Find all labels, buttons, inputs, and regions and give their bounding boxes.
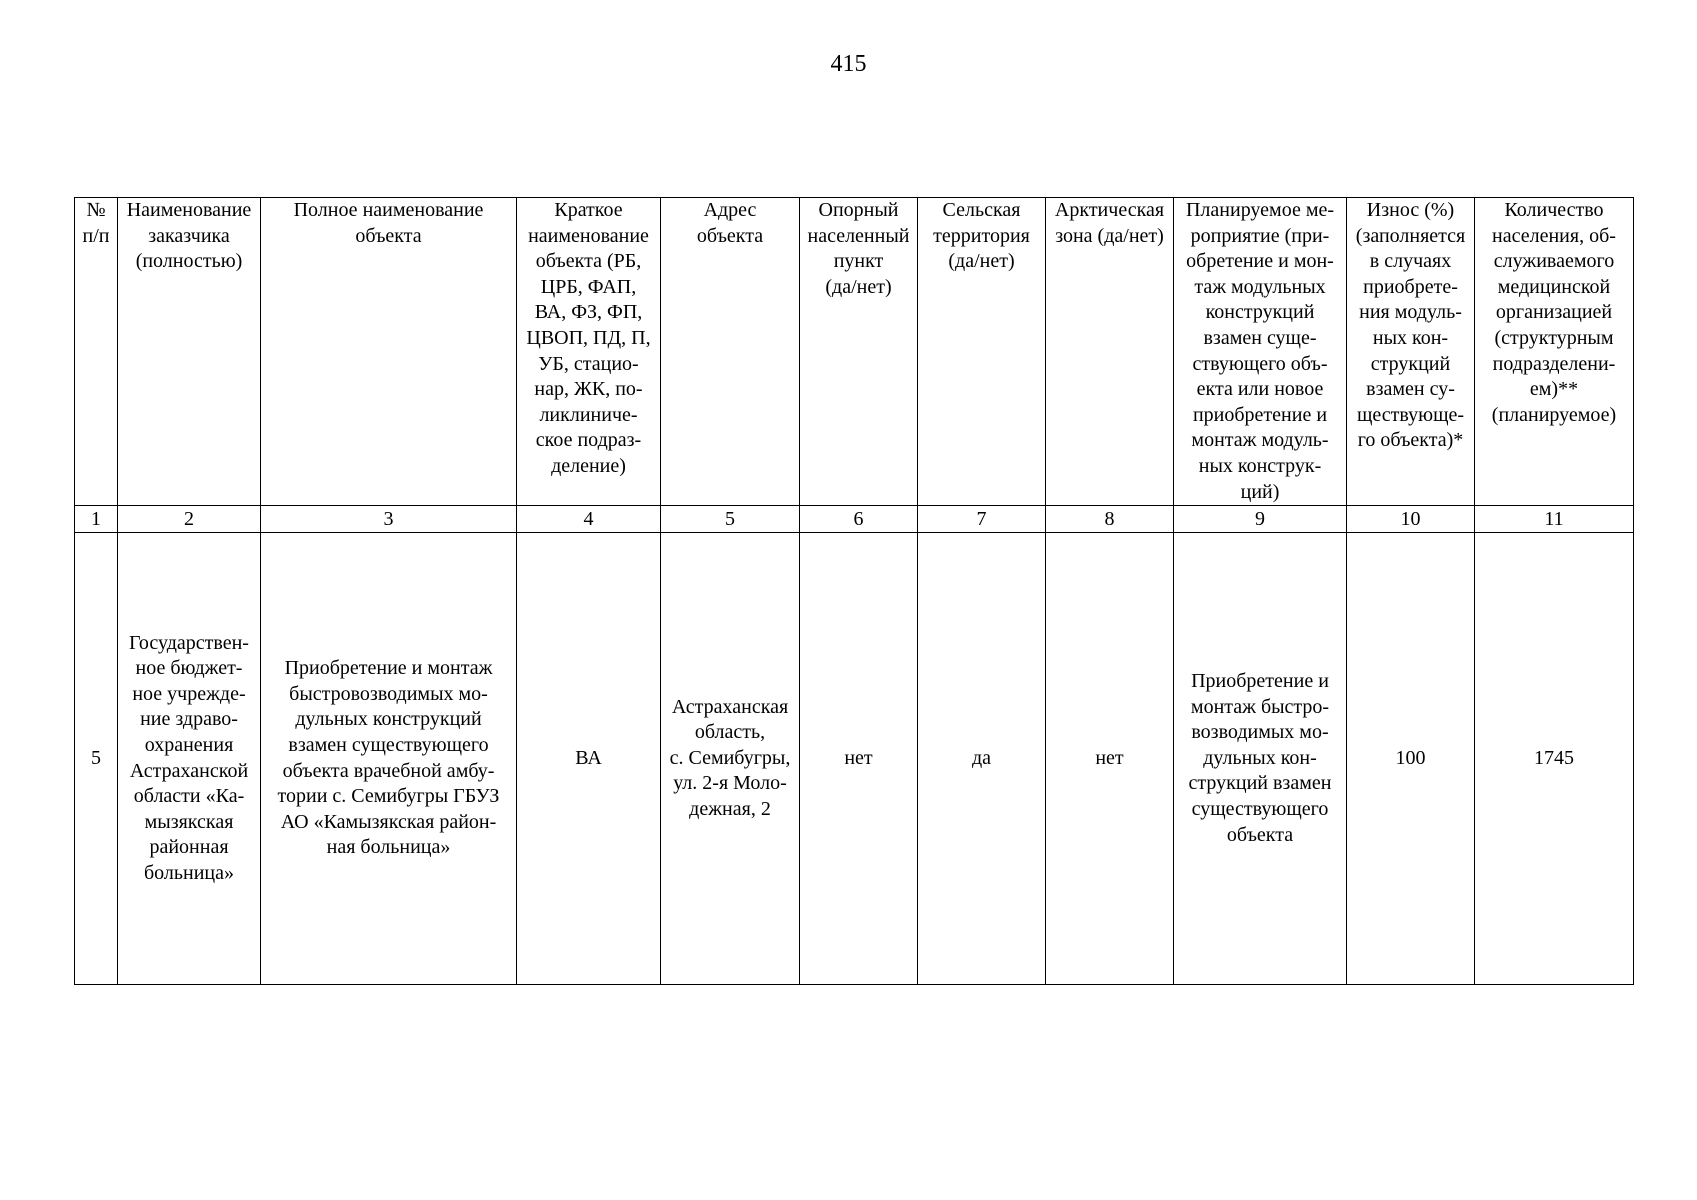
header-cell-planned-measure: Планируемое ме- роприятие (при- обретение и мон- таж модульных конструкций взамен суще- ствующего объ- екта или новое приобретение и монтаж модуль- ных конструк- ций) <box>1174 198 1347 506</box>
column-number-cell: 6 <box>800 506 918 533</box>
header-cell-rural-territory: Сельская территория (да/нет) <box>918 198 1046 506</box>
cell-planned-measure: Приобретение и монтаж быстро- возводимых мо- дульных кон- струкций взамен существующего объекта <box>1174 533 1347 985</box>
header-cell-number: № п/п <box>75 198 118 506</box>
column-number-cell: 5 <box>661 506 800 533</box>
header-cell-full-object-name: Полное наименование объекта <box>261 198 517 506</box>
column-number-cell: 9 <box>1174 506 1347 533</box>
header-cell-address: Адрес объекта <box>661 198 800 506</box>
table-header-row <box>75 198 1634 506</box>
header-cell-customer: Наименование заказчика (полностью) <box>118 198 261 506</box>
header-cell-short-object-name: Краткое наименование объекта (РБ, ЦРБ, ФАП, ВА, ФЗ, ФП, ЦВОП, ПД, П, УБ, стацио- нар, ЖК, по- ликлиниче- ское подраз- деление) <box>517 198 661 506</box>
header-cell-population: Количество населения, об- служиваемого медицинской организацией (структурным подразделени- ем)** (планируемое) <box>1475 198 1634 506</box>
cell-arctic-zone: нет <box>1046 533 1174 985</box>
column-number-row <box>75 506 1634 533</box>
column-number-cell: 2 <box>118 506 261 533</box>
cell-customer: Государствен- ное бюджет- ное учрежде- ние здраво- охранения Астраханской области «Ка- мызякская районная больница» <box>118 533 261 985</box>
cell-support-settlement: нет <box>800 533 918 985</box>
cell-rural-territory: да <box>918 533 1046 985</box>
header-cell-arctic-zone: Арктическая зона (да/нет) <box>1046 198 1174 506</box>
data-table <box>74 197 1634 985</box>
cell-full-object-name: Приобретение и монтаж быстровозводимых мо- дульных конструкций взамен существующего объекта врачебной амбу- тории с. Семибугры ГБУЗ АО «Камызякская район- ная больница» <box>261 533 517 985</box>
column-number-cell: 8 <box>1046 506 1174 533</box>
column-number-cell: 4 <box>517 506 661 533</box>
cell-address: Астраханская область, с. Семибугры, ул. 2-я Моло- дежная, 2 <box>661 533 800 985</box>
header-cell-support-settlement: Опорный населенный пункт (да/нет) <box>800 198 918 506</box>
page-number: 415 <box>830 51 867 77</box>
cell-population: 1745 <box>1475 533 1634 985</box>
cell-wear: 100 <box>1347 533 1475 985</box>
cell-short-object-name: ВА <box>517 533 661 985</box>
column-number-cell: 11 <box>1475 506 1634 533</box>
column-number-cell: 7 <box>918 506 1046 533</box>
cell-row-number: 5 <box>75 533 118 985</box>
header-cell-wear: Износ (%) (заполняется в случаях приобрете- ния модуль- ных кон- струкций взамен су- ществующе- го объекта)* <box>1347 198 1475 506</box>
column-number-cell: 3 <box>261 506 517 533</box>
column-number-cell: 1 <box>75 506 118 533</box>
column-number-cell: 10 <box>1347 506 1475 533</box>
table-row <box>75 533 1634 985</box>
